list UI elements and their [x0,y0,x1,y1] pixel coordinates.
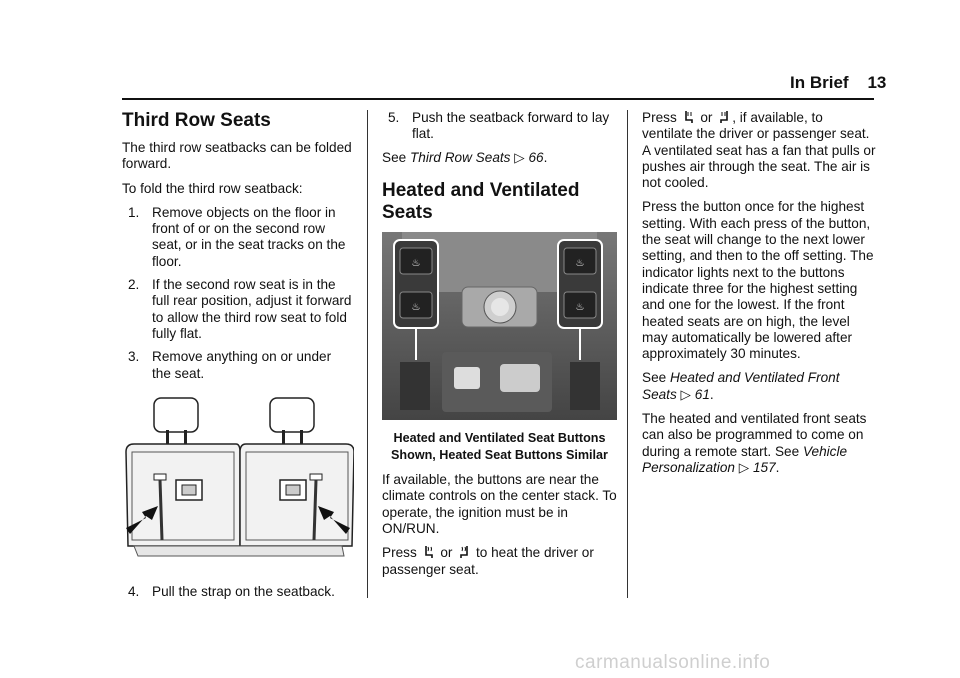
ventilated-seat-driver-icon [683,110,695,124]
heat-instruction [382,545,617,578]
running-header [790,73,887,93]
heated-seat-driver-icon [423,545,435,559]
xref-page[interactable]: 61 [694,386,710,402]
crossref-arrow-icon: ▷ [680,386,692,402]
cross-reference: See Heated and Ventilated Front Seats ▷ 61. [642,370,840,402]
remote-start-note: The heated and ventilated front seats can also be programmed to come on during a remote start. See Vehicle Personalization ▷ 157. [642,411,867,475]
crossref-arrow-icon: ▷ [738,459,750,475]
see-label: See [382,149,407,165]
list-item [122,584,352,600]
column-divider [367,110,368,598]
press-word: Press [642,110,677,125]
fold-steps [122,205,352,382]
seat-drawing [122,394,354,572]
heat-tail: to heat the driver or passenger seat. [382,545,594,577]
figure-caption: Heated and Ventilated Seat Buttons Shown, Heated Seat Buttons Similar [391,431,608,463]
section-title-heated-seats: Heated and Ventilated Seats [382,179,580,223]
xref-page[interactable]: 66 [528,149,544,165]
svg-text:♨: ♨ [575,257,585,269]
page-number: 13 [867,73,887,92]
remote-text: The heated and ventilated front seats can also be programmed to come on during a remote start. See [642,411,867,459]
vent-tail: , if available, to ventilate the driver or passenger seat. A ventilated seat has a fan that pulls or pushes air through the seat. The air is not cooled. [642,110,876,191]
setting-description: Press the button once for the highest setting. With each press of the button, the seat will change to the next lower setting, and then to the off setting. The indicator lights next to the buttons indicate three for the highest setting and one for the lowest. If the front heated seats are on high, the level may automatically be lowered after approximately 30 minutes. [642,199,874,362]
heated-seat-passenger-icon [458,545,470,559]
watermark: carmanualsonline.info [575,652,771,673]
vent-instruction [642,110,877,191]
svg-text:♨: ♨ [411,301,421,313]
ventilated-seat-passenger-icon [718,110,730,124]
fold-steps-continued [382,110,617,143]
center-console-photo [382,232,617,424]
step-text: Push the seatback forward to lay flat. [412,110,610,142]
svg-text:♨: ♨ [575,301,585,313]
section-name: In Brief [790,73,849,92]
section-title-third-row: Third Row Seats [122,110,271,131]
column-2 [382,110,617,586]
fold-lead: To fold the third row seatback: [122,180,303,196]
third-row-seat-illustration [122,394,352,576]
step-text: If the second row seat is in the full rear position, adjust it forward to allow the third row seat to fold fully flat. [152,277,352,341]
list-item [122,277,352,342]
step-number: 3. [128,349,140,365]
xref-title[interactable]: Vehicle Personalization [642,443,848,475]
see-label: See [642,370,667,386]
heated-intro: If available, the buttons are near the climate controls on the center stack. To operate, the ignition must be in ON/RUN. [382,472,617,537]
third-row-intro: The third row seatbacks can be folded forward. [122,140,352,172]
list-item [122,205,352,270]
press-word: Press [382,545,417,561]
xref-page[interactable]: 157 [752,459,776,475]
xref-title[interactable]: Third Row Seats [409,149,511,165]
step-number: 1. [128,204,140,220]
step-text: Remove objects on the floor in front of or on the second row seat, or in the seat tracks on the floor. [152,204,346,269]
column-1 [122,110,352,607]
or-word: or [440,545,453,561]
column-divider [627,110,628,598]
console-drawing [382,232,617,420]
crossref-arrow-icon: ▷ [514,149,525,165]
step-number: 4. [128,584,140,600]
step-text: Pull the strap on the seatback. [152,584,335,600]
list-item [122,349,352,382]
step-text: Remove anything on or under the seat. [152,349,332,381]
fold-steps-continued [122,584,352,600]
cross-reference: See Third Row Seats ▷ 66. [382,149,548,165]
header-rule [122,98,874,100]
svg-text:♨: ♨ [411,257,421,269]
step-number: 2. [128,277,140,293]
list-item [382,110,617,143]
xref-title[interactable]: Heated and Ventilated Front Seats [642,370,840,402]
column-3 [642,110,877,484]
or-word: or [700,110,713,125]
step-number: 5. [388,110,400,125]
